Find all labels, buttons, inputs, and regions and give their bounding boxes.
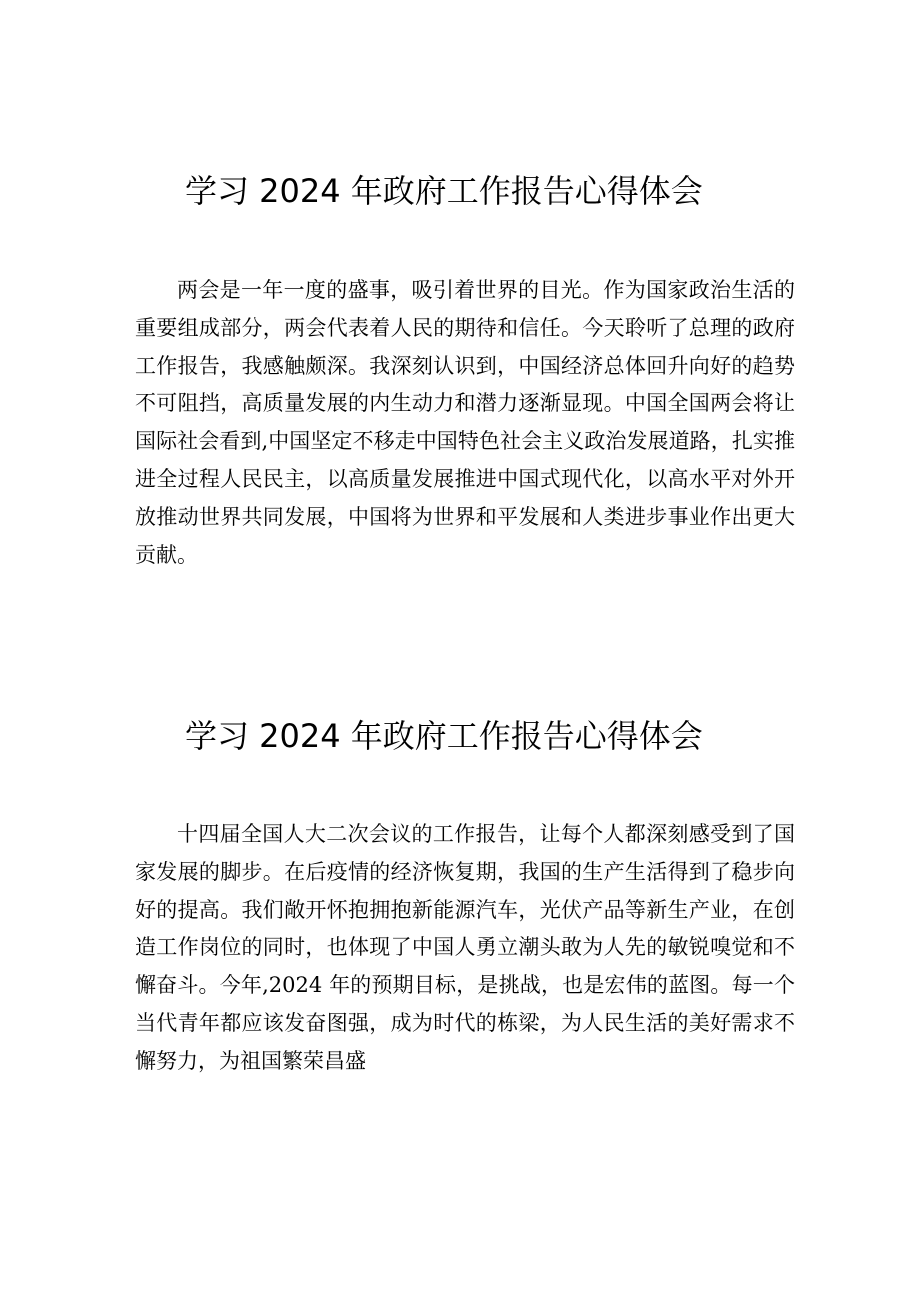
section-body: 十四届全国人大二次会议的工作报告，让每个人都深刻感受到了国家发展的脚步。在后疫情的经济恢复期，我国的生产生活得到了稳步向好的提高。我们敞开怀抱拥抱新能源汽车，光伏产品等新生产业，在创造工作岗位的同时，也体现了中国人勇立潮头敢为人先的敏锐嗅觉和不懈奋斗。今年,2024 年的预期目标，是挑战，也是宏伟的蓝图。每一个当代青年都应该发奋图强，成为时代的栋梁，为人民生活的美好需求不懈努力，为祖国繁荣昌盛 <box>135 822 795 1073</box>
section-title: 学习 2024 年政府工作报告心得体会 <box>185 717 703 755</box>
section-body: 两会是一年一度的盛事，吸引着世界的目光。作为国家政治生活的重要组成部分，两会代表着人民的期待和信任。今天聆听了总理的政府工作报告，我感触颇深。我深刻认识到，中国经济总体回升向好的趋势不可阻挡，高质量发展的内生动力和潜力逐渐显现。中国全国两会将让国际社会看到,中国坚定不移走中国特色社会主义政治发展道路，扎实推进全过程人民民主，以高质量发展推进中国式现代化，以高水平对外开放推动世界共同发展，中国将为世界和平发展和人类进步事业作出更大贡献。 <box>135 278 795 567</box>
section-title: 学习 2024 年政府工作报告心得体会 <box>185 172 703 210</box>
